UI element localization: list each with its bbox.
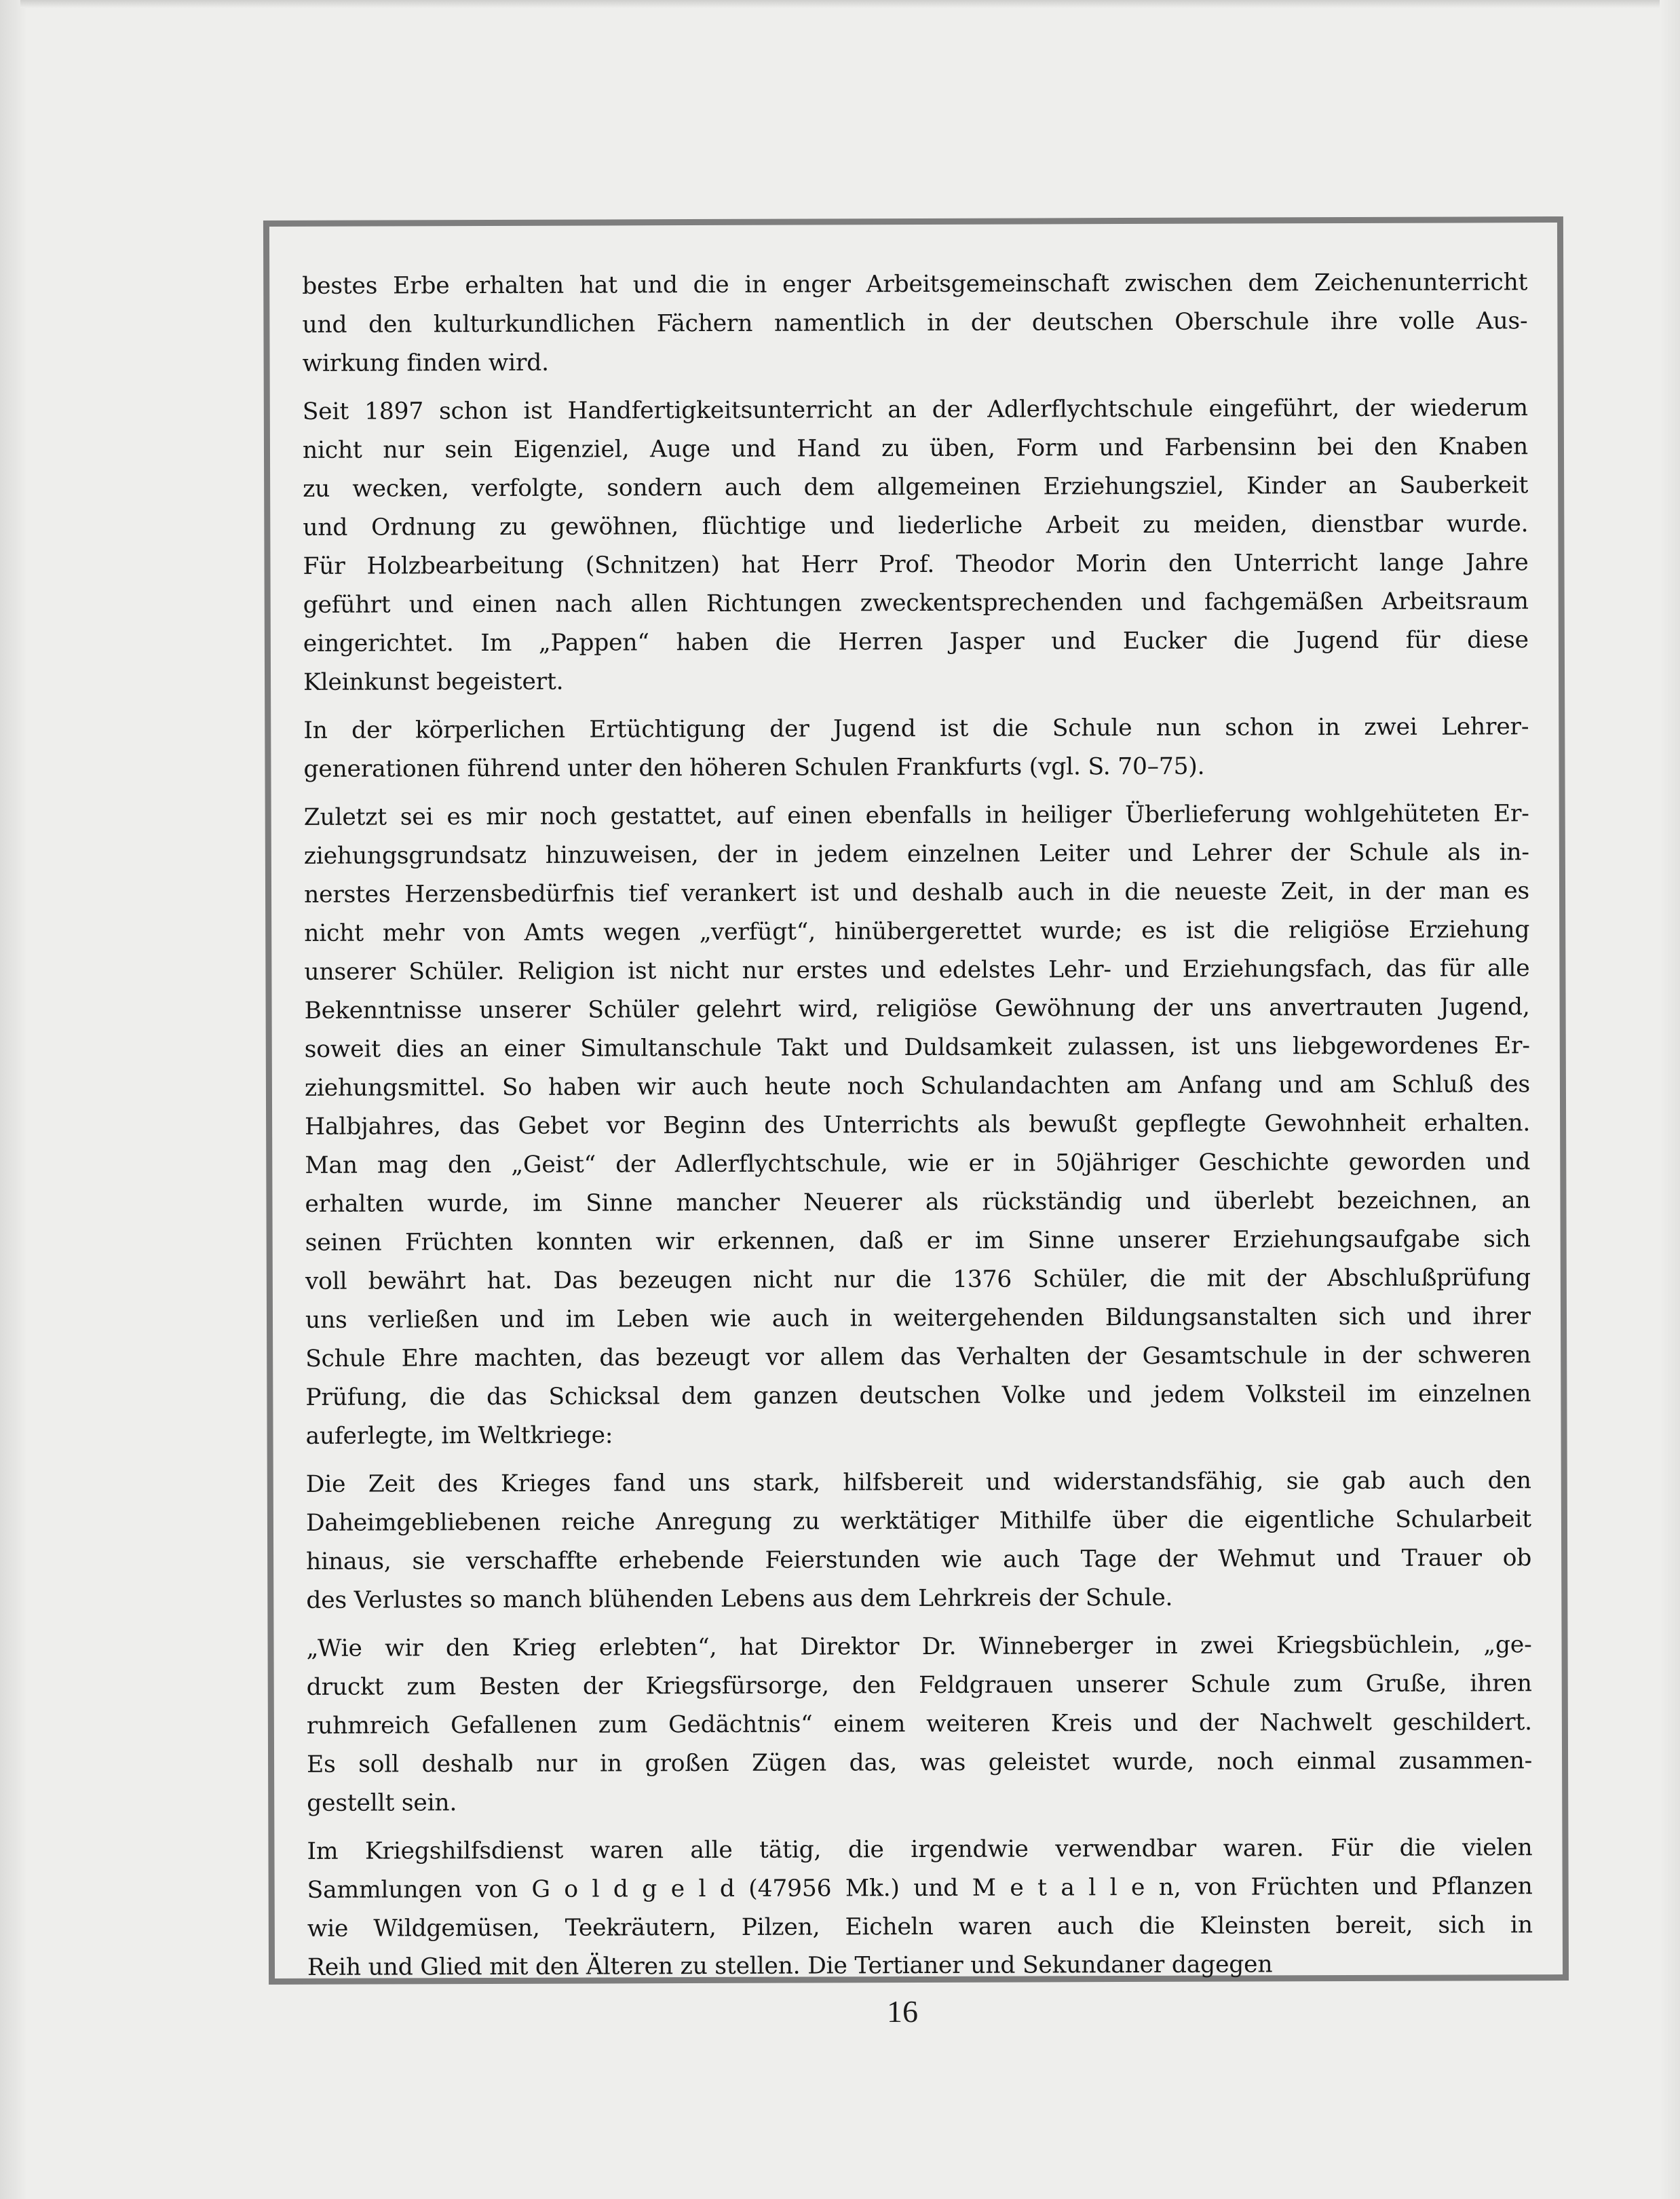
text-line: ziehungsmittel. So haben wir auch heute noch Schulandachten am Anfang und am Schluß des	[304, 1071, 1530, 1102]
text-line: uns verließen und im Leben wie auch in weitergehenden Bildungsanstalten sich und ihrer	[305, 1303, 1531, 1334]
text-line: soweit dies an einer Simultanschule Takt und Duldsamkeit zulassen, ist uns liebgewordenes Er-	[304, 1032, 1530, 1063]
text-line: Es soll deshalb nur in großen Zügen das, was geleistet wurde, noch einmal zusammen-	[307, 1747, 1533, 1778]
page-top-edge	[20, 0, 1680, 8]
text-line: bestes Erbe erhalten hat und die in enger Arbeitsgemeinschaft zwischen dem Zeichenunterricht	[302, 269, 1528, 300]
page-binding-edge	[0, 0, 27, 2199]
paragraph	[302, 263, 1528, 383]
text-line: ziehungsgrundsatz hinzuweisen, der in jedem einzelnen Leiter und Lehrer der Schule als in-	[303, 839, 1529, 870]
text-line: unserer Schüler. Religion ist nicht nur erstes und edelstes Lehr- und Erziehungsfach, das für alle	[304, 955, 1530, 986]
paragraph	[303, 708, 1529, 789]
text-line: gestellt sein.	[307, 1789, 457, 1817]
text-line: nerstes Herzensbedürfnis tief verankert ist und deshalb auch in die neueste Zeit, in der man es	[303, 877, 1530, 909]
text-line: Man mag den „Geist“ der Adlerflychtschule, wie er in 50jähriger Geschichte geworden und	[305, 1148, 1531, 1179]
paragraph	[306, 1461, 1532, 1620]
text-line: und den kulturkundlichen Fächern namentlich in der deutschen Oberschule ihre volle Aus-	[302, 307, 1528, 339]
text-line: generationen führend unter den höheren Schulen Frankfurts (vgl. S. 70–75).	[303, 752, 1205, 783]
text-line: ruhmreich Gefallenen zum Gedächtnis“ einem weiteren Kreis und der Nachwelt geschildert.	[306, 1708, 1532, 1740]
text-line: des Verlustes so manch blühenden Lebens aus dem Lehrkreis der Schule.	[306, 1584, 1173, 1614]
text-line: Daheimgebliebenen reiche Anregung zu werktätiger Mithilfe über die eigentliche Schularbeit	[305, 1506, 1532, 1537]
text-line: auferlegte, im Weltkriege:	[305, 1421, 613, 1450]
text-line: druckt zum Besten der Kriegsfürsorge, den Feldgrauen unserer Schule zum Gruße, ihren	[306, 1670, 1532, 1701]
text-line: erhalten wurde, im Sinne mancher Neuerer als rückständig und überlebt bezeichnen, an	[305, 1187, 1531, 1218]
text-line: wirkung finden wird.	[302, 349, 549, 377]
text-line: Schule Ehre machten, das bezeugt vor allem das Verhalten der Gesamtschule in der schweren	[305, 1341, 1531, 1373]
text-line: voll bewährt hat. Das bezeugen nicht nur die 1376 Schüler, die mit der Abschlußprüfung	[305, 1264, 1531, 1295]
text-line: Im Kriegshilfsdienst waren alle tätig, die irgendwie verwendbar waren. Für die vielen	[307, 1834, 1533, 1865]
text-line: seinen Früchten konnten wir erkennen, daß er im Sinne unserer Erziehungsaufgabe sich	[305, 1225, 1531, 1257]
text-line: Sammlungen von G o l d g e l d (47956 Mk.) und M e t a l l e n, von Früchten und Pflanzen	[307, 1873, 1533, 1904]
text-line: nicht nur sein Eigenziel, Auge und Hand zu üben, Form und Farbensinn bei den Knaben	[302, 433, 1529, 464]
text-line: nicht mehr von Amts wegen „verfügt“, hinübergerettet wurde; es ist die religiöse Erziehung	[304, 916, 1530, 947]
text-line: Bekenntnisse unserer Schüler gelehrt wird, religiöse Gewöhnung der uns anvertrauten Jugend,	[304, 993, 1530, 1025]
paragraph	[304, 795, 1531, 1456]
paragraph	[306, 1626, 1532, 1823]
text-line: wie Wildgemüsen, Teekräutern, Pilzen, Eicheln waren auch die Kleinsten bereit, sich in	[307, 1911, 1533, 1943]
body-text	[302, 263, 1533, 1997]
text-line: hinaus, sie verschaffte erhebende Feierstunden wie auch Tage der Wehmut und Trauer ob	[306, 1544, 1532, 1575]
text-line: Halbjahres, das Gebet vor Beginn des Unterrichts als bewußt gepflegte Gewohnheit erhalten.	[305, 1109, 1531, 1141]
paragraph	[303, 389, 1529, 702]
text-line: In der körperlichen Ertüchtigung der Jugend ist die Schule nun schon in zwei Lehrer-	[303, 713, 1529, 744]
text-line: Die Zeit des Krieges fand uns stark, hilfsbereit und widerstandsfähig, sie gab auch den	[305, 1467, 1531, 1498]
text-line: geführt und einen nach allen Richtungen zweckentsprechenden und fachgemäßen Arbeitsraum	[303, 588, 1529, 619]
text-line: Kleinkunst begeistert.	[303, 668, 564, 696]
paragraph	[307, 1829, 1533, 1987]
text-line: Prüfung, die das Schicksal dem ganzen deutschen Volke und jedem Volksteil im einzelnen	[305, 1380, 1531, 1411]
text-frame-border	[263, 216, 1569, 1985]
text-line: Reih und Glied mit den Älteren zu stellen. Die Tertianer und Sekundaner dagegen	[307, 1951, 1273, 1981]
text-line: eingerichtet. Im „Pappen“ haben die Herren Jasper und Eucker die Jugend für diese	[303, 626, 1529, 657]
text-line: „Wie wir den Krieg erlebten“, hat Direktor Dr. Winneberger in zwei Kriegsbüchlein, „ge-	[306, 1631, 1532, 1662]
text-line: zu wecken, verfolgte, sondern auch dem allgemeinen Erziehungsziel, Kinder an Sauberkeit	[303, 472, 1529, 503]
page-number: 16	[887, 1994, 918, 2029]
text-line: Seit 1897 schon ist Handfertigkeitsunterricht an der Adlerflychtschule eingeführt, der wiederum	[302, 394, 1528, 425]
text-line: Zuletzt sei es mir noch gestattet, auf einen ebenfalls in heiliger Überlieferung wohlgehüteten Er-	[303, 800, 1529, 831]
text-line: Für Holzbearbeitung (Schnitzen) hat Herr Prof. Theodor Morin den Unterricht lange Jahre	[303, 549, 1529, 580]
page-right-edge	[1660, 0, 1680, 2199]
text-line: und Ordnung zu gewöhnen, flüchtige und liederliche Arbeit zu meiden, dienstbar wurde.	[303, 510, 1529, 541]
